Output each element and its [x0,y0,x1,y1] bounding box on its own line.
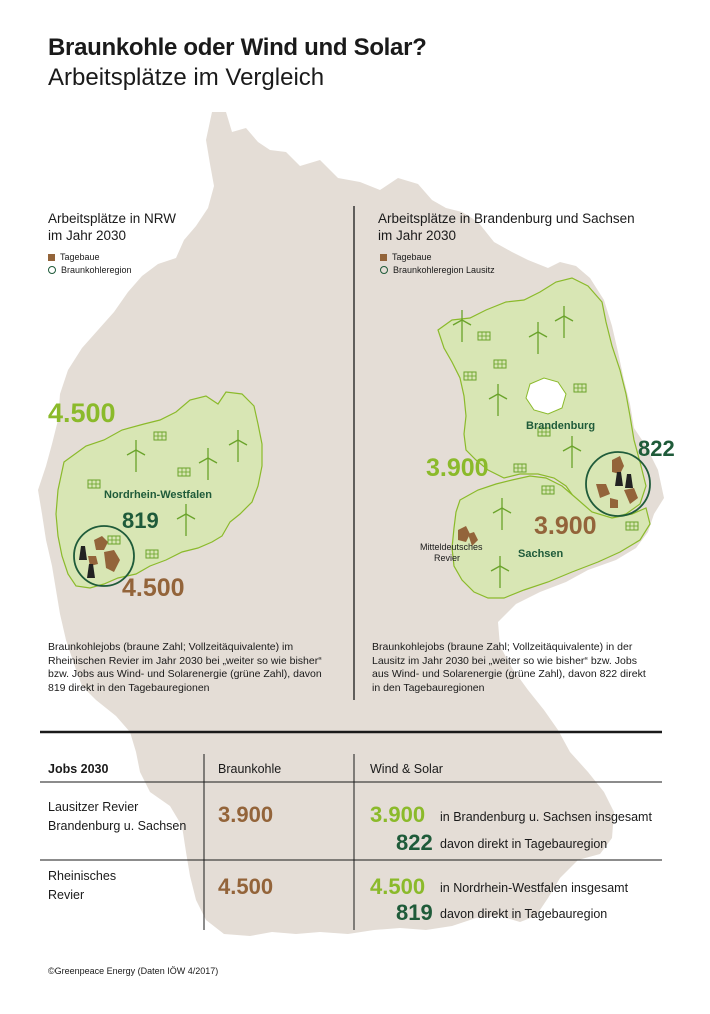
nrw-lignite-jobs: 4.500 [122,574,185,602]
east-lignite-jobs: 3.900 [534,512,597,540]
east-caption: Braunkohlejobs (braune Zahl; Vollzeitäquivalente) in der Lausitz im Jahr 2030 bei „weiter so wie bisher“ bzw. Jobs aus Wind- und Solarenergie (grüne Zahl), davon 822 direkt in den Tagebauregionen [372,641,646,694]
page-title: Braunkohle oder Wind und Solar? [48,34,427,61]
table-row-lignite: 4.500 [218,874,274,899]
east-wind-solar-total: 3.900 [426,454,489,482]
sachsen-state-label: Sachsen [518,548,564,560]
table-header-jobs: Jobs 2030 [48,762,109,776]
table-row-ws-total: 4.500 [370,874,426,899]
east-legend-region: Braunkohleregion Lausitz [380,265,495,275]
east-direct-jobs: 822 [638,436,675,461]
page-subtitle: Arbeitsplätze im Vergleich [48,64,325,91]
table-row-ws-direct: 819 [396,900,433,925]
nrw-panel-title: Arbeitsplätze in NRW im Jahr 2030 [48,211,177,243]
east-panel-title: Arbeitsplätze in Brandenburg und Sachsen im Jahr 2030 [378,211,635,243]
table-row-region: Rheinisches Revier [48,869,117,902]
region-legend-icon [48,266,56,274]
nrw-state-label: Nordrhein-Westfalen [104,489,212,501]
table-row-region: Lausitzer Revier Brandenburg u. Sachsen [48,800,187,833]
table-row-ws-total: 3.900 [370,802,426,827]
region-legend-icon [380,266,388,274]
mine-legend-icon [380,254,387,261]
source-credit: ©Greenpeace Energy (Daten IÖW 4/2017) [48,966,219,976]
table-header-wind-solar: Wind & Solar [370,762,443,776]
table-row-ws-direct-text: davon direkt in Tagebauregion [440,907,608,921]
table-row-ws-total-text: in Nordrhein-Westfalen insgesamt [440,881,629,895]
table-row-ws-total-text: in Brandenburg u. Sachsen insgesamt [440,810,652,824]
table-header-lignite: Braunkohle [218,762,282,776]
nrw-direct-jobs: 819 [122,508,159,533]
table-row-ws-direct-text: davon direkt in Tagebauregion [440,837,608,851]
mine-legend-icon [48,254,55,261]
nrw-caption: Braunkohlejobs (braune Zahl; Vollzeitäquivalente) im Rheinischen Revier im Jahr 2030 bei „weiter so wie bisher“ bzw. Jobs aus Wind- und Solarenergie (grüne Zahl), davon 819 direkt in den Tagebauregionen [48,641,322,694]
nrw-legend-region: Braunkohleregion [48,265,132,275]
table-row-lignite: 3.900 [218,802,274,827]
nrw-wind-solar-total: 4.500 [48,398,116,428]
east-legend-mines: Tagebaue [380,252,432,262]
mitteldeutsches-revier-label: Mitteldeutsches Revier [420,542,483,563]
table-row-ws-direct: 822 [396,830,433,855]
brandenburg-state-label: Brandenburg [526,420,596,432]
nrw-legend-mines: Tagebaue [48,252,100,262]
